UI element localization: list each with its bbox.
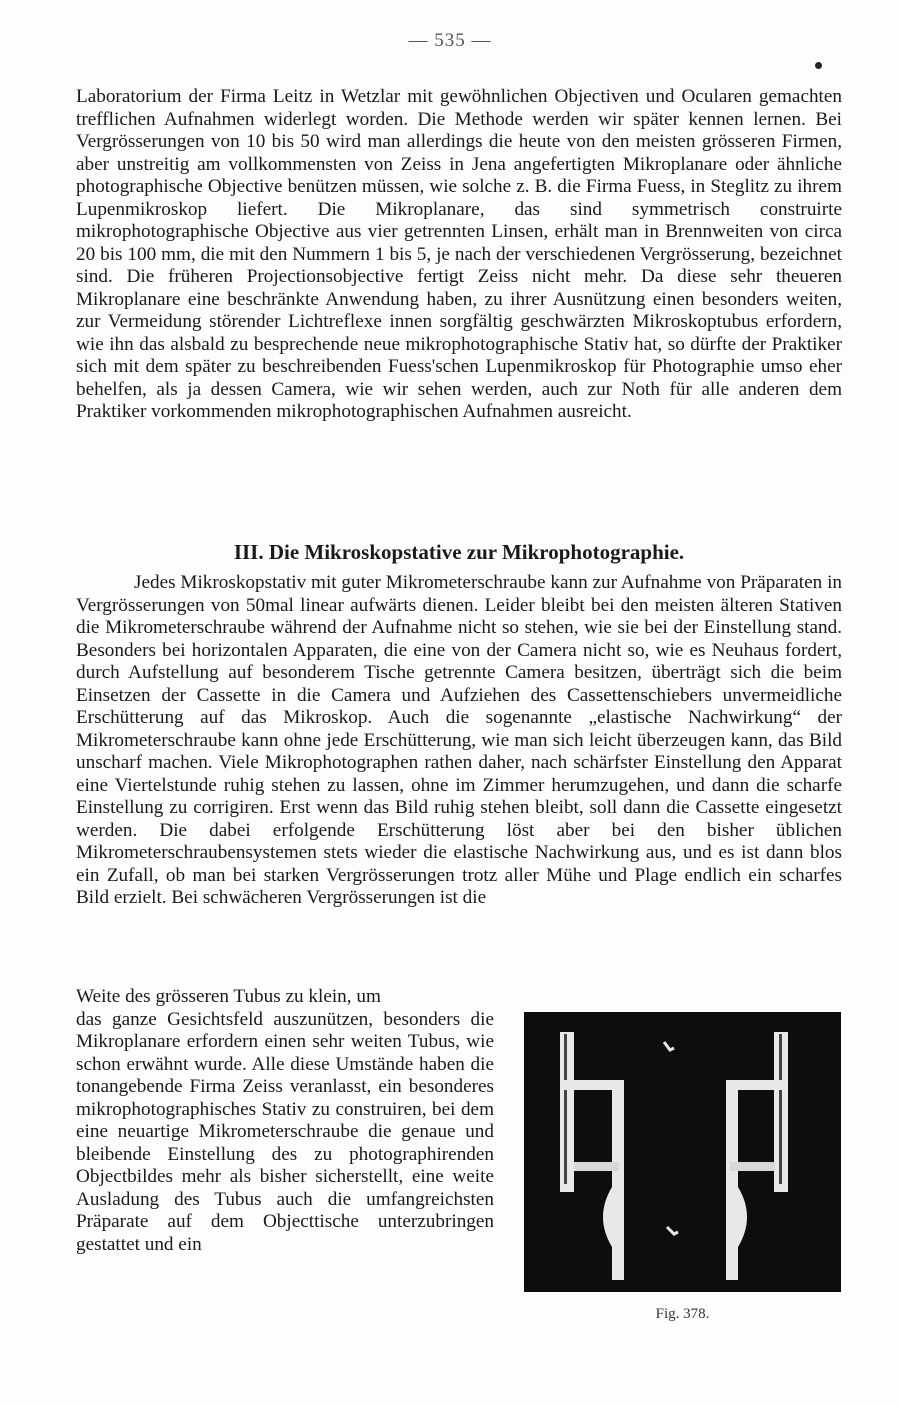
paragraph-zeiss-first-line: Weite des grösseren Tubus zu klein, um: [76, 986, 381, 1007]
printer-mark: [815, 62, 822, 69]
figure-378: [524, 1012, 841, 1292]
left-shoulder: [560, 1080, 620, 1090]
paragraph-intro: Laboratorium der Firma Leitz in Wetzlar mit gewöhnlichen Objectiven und Ocularen gemachten trefflichen Aufnahmen widerlegt worden. Die Methode werden wir später kennen lernen. Bei Vergrösserungen von 10 bis 50 wird man allerdings die heute von den meisten grösseren Firmen, aber unstreitig am vollkommensten von Zeiss in Jena angefertigten Mikroplanare oder ähnliche photographische Objective benützen müssen, wie solche z. B. die Firma Fuess, in Steglitz zu ihrem Lupenmikroskop liefert. Die Mikroplanare, das sind symmetrisch construirte mikrophotographische Objective aus vier getrennten Linsen, erhält man in Brennweiten von circa 20 bis 100 mm, die mit den Nummern 1 bis 5, je nach der verschiedenen Vergrösserung, bezeichnet sind. Die früheren Projectionsobjective fertigt Zeiss nicht mehr. Da diese sehr theueren Mikroplanare eine beschränkte Anwendung haben, zu ihrer Ausnützung einen besonders weiten, zur Vermeidung störender Lichtreflexe innen sorgfältig geschwärzten Mikroskoptubus erfordern, wie ihn das alsbald zu besprechende neue mikrophotographische Stativ hat, so dürfte der Praktiker sich mit dem später zu beschreibenden Fuess'schen Lupenmikroskop für Photographie umso eher behelfen, als ja dessen Camera, wie wir sehen werden, auch zur Noth für alle anderen dem Praktiker vorkommenden mikrophotographischen Aufnahmen ausreicht.: [76, 86, 842, 422]
paragraph-stative: Jedes Mikroskopstativ mit guter Mikrometerschraube kann zur Aufnahme von Präparaten in Vergrösserungen von 50mal linear aufwärts dienen. Leider bleibt bei den meisten älteren Stativen die Mikrometerschraube während der Aufnahme nicht so stehen, wie sie bei der Einstellung stand. Besonders bei horizontalen Apparaten, die eine von der Camera nicht so, wie es Neuhaus fordert, durch Aufstellung auf besonderem Tische getrennte Camera besitzen, überträgt sich die beim Einsetzen der Cassette in die Camera und Aufziehen des Cassettenschiebers unvermeidliche Erschütterung auf das Mikroskop. Auch die sogenannte „elastische Nachwirkung“ der Mikrometerschraube kann ohne jede Erschütterung, wie man sich leicht überzeugen kann, das Bild unscharf machen. Viele Mikrophotographen rathen daher, nach schärfster Einstellung den Apparat eine Viertelstunde ruhig stehen zu lassen, ohne im Zimmer herumzugehen, und dann die scharfe Einstellung zu corrigiren. Erst wenn das Bild ruhig stehen bleibt, soll dann die Cassette eingesetzt werden. Die dabei erfolgende Erschütterung löst aber bei den bisher üblichen Mikrometerschraubensystemen stets wieder die elastische Nachwirkung aus, und es ist dann blos ein Zufall, ob man bei starken Vergrösserungen trotz aller Mühe und Plage endlich ein scharfes Bild erzielt. Bei schwächeren Vergrösserungen ist die: [76, 572, 842, 908]
right-inner-wall: [726, 1080, 738, 1280]
figure-caption: Fig. 378.: [655, 1306, 710, 1322]
page-number: — 535 —: [408, 30, 492, 51]
section-heading: III. Die Mikroskopstative zur Mikrophotographie.: [233, 540, 685, 564]
micrometer-tube-diagram: [524, 1012, 841, 1292]
left-inner-wall: [612, 1080, 624, 1280]
paragraph-zeiss: [76, 986, 494, 1256]
paragraph-zeiss-rest: das ganze Gesichtsfeld auszunützen, besonders die Mikroplanare erfordern einen sehr weiten Tubus, wie schon erwähnt wurde. Alle diese Umstände haben die tonangebende Firma Zeiss veranlasst, ein besonderes mikrophotographisches Stativ zu construiren, bei dem eine neuartige Mikrometerschraube die genaue und bleibende Einstellung des zu photographirenden Objectbildes mehr als bisher sicherstellt, eine weite Ausladung des Tubus auch die umfangreichsten Präparate auf dem Objecttische unterzubringen gestattet und ein: [76, 1008, 494, 1255]
